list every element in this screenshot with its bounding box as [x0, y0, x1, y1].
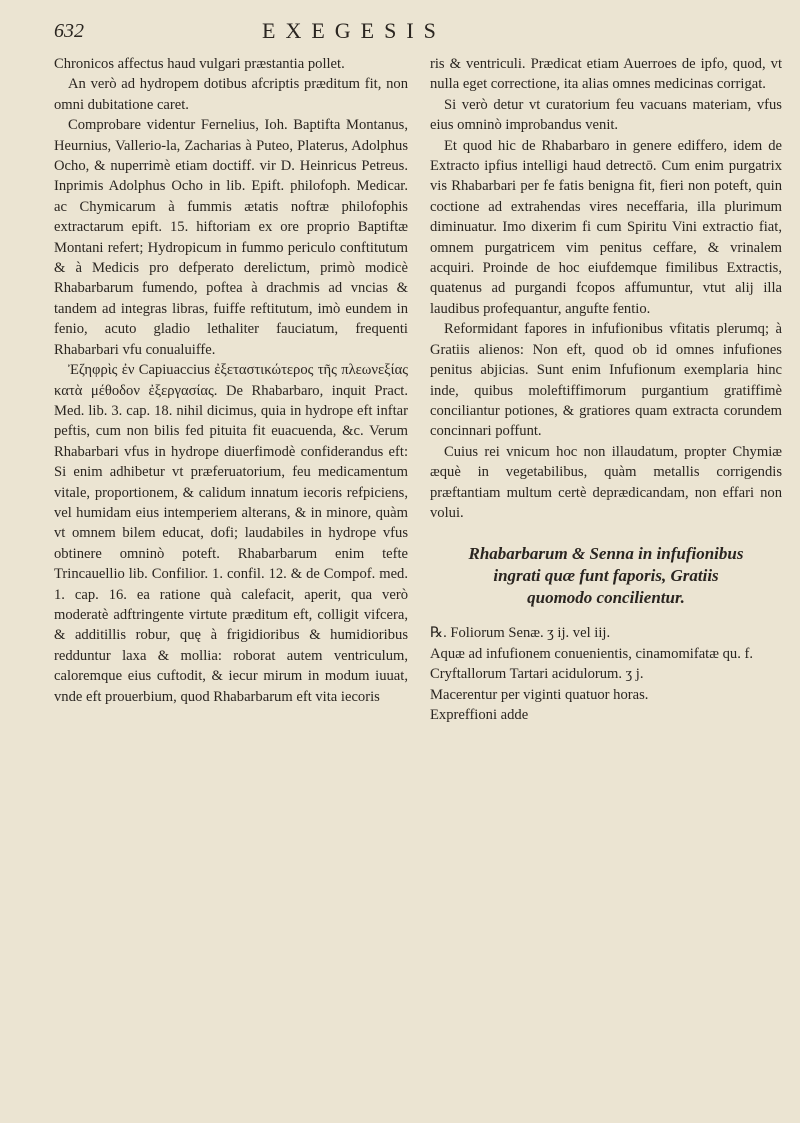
recipe-line: ℞. Foliorum Senæ. ʒ ij. vel iij. — [430, 625, 611, 642]
page-number: 632 — [54, 20, 84, 42]
right-column — [430, 54, 782, 725]
recipe-line: Cryftallorum Tartari acidulorum. ʒ j. — [430, 666, 644, 683]
paragraph: Si verò detur vt curatorium feu vacuans materiam, vfus eius omninò improbandus venit. — [430, 96, 782, 134]
paragraph: Ἐζηφρὶς ἐν Capiuaccius ἐξεταστικώτερος τῆς πλεωνεξίας κατὰ μέθοδον ἐξεργασίας. De Rhabarbaro, inquit Pract. Med. lib. 3. cap. 18. nihil dicimus, quia in hydrope eft inftar peftis, cum non bilis fed pituita fit euacuenda, &c. Verum Rhabarbari vfus in hydrope diuerfimodè confiderandus eft: Si enim adhibetur vt præferuatorium, feu medicamentum vitale, proportionem, & calidum innatum iecoris refpiciens, vel humidam eius intemperiem alterans, & in minore, quàm vt omnem bilem educat, dofi; laudabiles in hydrope vfus obtinere omninò poteft. Rhabarbarum enim tefte Trincauellio lib. Confilior. 1. confil. 12. & de Compof. med. 1. cap. 16. ea ratione quà calefacit, aperit, qua verò moderatè adftringente virtute præditum eft, colligit vifcera, & additillis robur, quę à frigidioribus & humidioribus redduntur laxa & mollia: roborat autem ventriculum, caloremque eius cuftodit, & iecur mirum in modum iuuat, vnde eft prouerbium, quod Rhabarbarum eft vita iecoris — [54, 362, 408, 705]
running-head: EXEGESIS — [262, 18, 446, 43]
left-column — [54, 54, 408, 707]
paragraph: Cuius rei vnicum hoc non illaudatum, propter Chymiæ æquè in vegetabilibus, quàm metallis corrigendis præftantiam multum certè deprædicandam, non effari non volui. — [430, 443, 782, 521]
paragraph: Et quod hic de Rhabarbaro in genere ediffero, idem de Extracto ipfius intelligi haud detrectō. Cum enim purgatrix vis Rhabarbari per fe fatis benigna fit, fieri non poteft, quin coctione ad extrahendas vires neceffaria, illa plurimum diminuatur. Imo dixerim fi cum Spiritu Vini extractio fiat, omnem purgatricem vim penitus ceffare, & vrinalem acquiri. Proinde de hoc eiufdemque fimilibus Extractis, quatenus ad purgandi fcopos affumuntur, vtut alij illa laudibus profequantur, angufte fentio. — [430, 137, 782, 317]
section-heading-line: Rhabarbarum & Senna in infufionibus — [468, 544, 744, 564]
paragraph: An verò ad hydropem dotibus afcriptis præditum fit, non omni dubitatione caret. — [54, 76, 408, 113]
recipe — [430, 623, 782, 725]
paragraph: Chronicos affectus haud vulgari præstantia pollet. — [54, 56, 345, 72]
paragraph: ris & ventriculi. Prædicat etiam Auerroes de ipfo, quod, vt nulla eget correctione, ita alias omnes medicinas corrigat. — [430, 56, 782, 93]
recipe-line: Macerentur per viginti quatuor horas. — [430, 686, 649, 703]
recipe-line: Aquæ ad infufionem conuenientis, cinamomifatæ qu. f. — [430, 645, 754, 662]
section-heading — [430, 543, 782, 609]
recipe-line: Expreffioni adde — [430, 706, 529, 723]
paragraph: Reformidant fapores in infufionibus vfitatis plerumq; à Gratiis alienos: Non eft, quod ob id omnes infufiones penitus abjicias. Sunt enim Infufionum exemplaria hinc inde, quibus moleftiffimorum purgantium gratiffimè conciliantur potiones, & gratiores quam extracta corundem concinnari poffunt. — [430, 321, 782, 440]
page-header — [54, 18, 760, 52]
paragraph: Comprobare videntur Fernelius, Ioh. Baptifta Montanus, Heurnius, Vallerio-la, Zacharias à Puteo, Platerus, Adolphus Ocho, & nuperrimè etiam doctiff. vir D. Heinricus Petreus. Inprimis Adolphus Ocho in lib. Epift. philofoph. Medicar. ac Chymicarum à fummis ætatis noftræ philofophis extractarum epift. 15. hiftoriam ex ore proprio Baptiftæ Montani refert; Hydropicum in fummo periculo conftitutum & à Medicis pro defperato derelictum, primò modicè Rhabarbarum fumendo, poftea à drachmis ad vncias & tandem ad integras libras, fuiffe reftitutum, imò eundem in fenio, acuto gladio lethaliter fauciatum, frequenti Rhabarbari vfu conualuiffe. — [54, 117, 408, 358]
section-heading-line: quomodo concilientur. — [527, 588, 685, 608]
section-heading-line: ingrati quæ funt faporis, Gratiis — [493, 566, 719, 586]
